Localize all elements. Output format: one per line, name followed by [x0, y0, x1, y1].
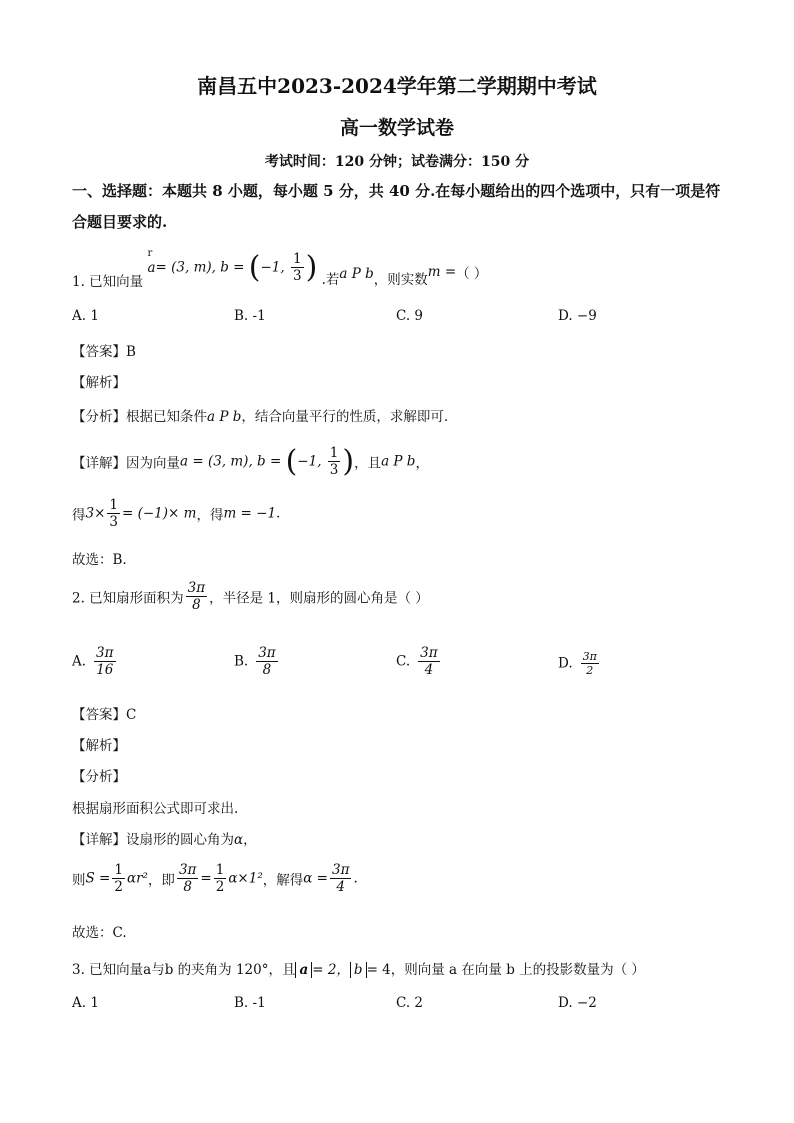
- q1-answer: 【答案】B: [72, 344, 136, 360]
- section-heading: 一、选择题：本题共 8 小题，每小题 5 分，共 40 分.在每小题给出的四个选项中，只有一项是符合题目要求的.: [72, 182, 721, 231]
- q1-option-b: B. -1: [234, 308, 266, 324]
- q3-option-a: A. 1: [72, 995, 99, 1011]
- q2-option-b: B. $\frac{3\pi}{8}$: [234, 645, 276, 678]
- vector-a-symbol: r a: [147, 260, 155, 276]
- q2-fenxi-text: 根据扇形面积公式即可求出.: [72, 801, 239, 817]
- q1-analysis-label: 【解析】: [72, 375, 126, 391]
- q3-option-d: D. −2: [558, 995, 597, 1011]
- q1-fenxi: 【分析】根据已知条件a P b，结合向量平行的性质，求解即可.: [72, 409, 449, 425]
- fraction: $\frac{1}{3}$: [292, 251, 302, 284]
- q3-option-c: C. 2: [396, 995, 424, 1011]
- question-3-stem: 3. 已知向量a与b 的夹角为 120°，且 a = 2， b = 4，则向量 a 在向量 b 上的投影数量为（ ）: [72, 962, 645, 978]
- q3-option-b: B. -1: [234, 995, 266, 1011]
- q2-fenxi-label: 【分析】: [72, 769, 126, 785]
- exam-subtitle: 高一数学试卷: [339, 117, 454, 139]
- exam-info: 考试时间：120 分钟；试卷满分：150 分: [264, 154, 530, 170]
- question-2-stem: 2. 已知扇形面积为 $\frac{3\pi}{8}$ ，半径是 1，则扇形的圆心角是（ ）: [72, 580, 429, 613]
- q1-derivation: 得3× $\frac{1}{3}$ = (−1)× m，得m = −1.: [72, 497, 281, 530]
- q1-detail: 【详解】因为向量a = (3, m), b = (−1, $\frac{1}{3}$ )，且a P b，: [72, 444, 429, 479]
- q2-analysis-label: 【解析】: [72, 738, 126, 754]
- q2-answer: 【答案】C: [72, 707, 137, 723]
- q2-detail: 【详解】设扇形的圆心角为α，: [72, 832, 257, 848]
- q2-derivation: 则S = $\frac{1}{2}$ αr²，即 $\frac{3\pi}{8}$ = $\frac{1}{2}$ α×1²，解得α = $\frac{3\pi}{4}$ .: [72, 862, 358, 895]
- q1-option-c: C. 9: [396, 308, 424, 324]
- q1-choose: 故选：B.: [72, 552, 127, 568]
- exam-title: 南昌五中2023-2024学年第二学期期中考试: [197, 74, 597, 98]
- q1-option-a: A. 1: [72, 308, 99, 324]
- q2-option-c: C. $\frac{3\pi}{4}$: [396, 645, 438, 678]
- q2-option-d: D. $\frac{3\pi}{2}$: [558, 650, 597, 677]
- q2-option-a: A. $\frac{3\pi}{16}$: [72, 645, 114, 678]
- q1-option-d: D. −9: [558, 308, 597, 324]
- question-1-stem: 1. 已知向量 r a= (3, m), b = (−1, $\frac{1}{3}$ ) .若a P b，则实数m =（ ）: [72, 250, 487, 285]
- q2-choose: 故选：C.: [72, 925, 127, 941]
